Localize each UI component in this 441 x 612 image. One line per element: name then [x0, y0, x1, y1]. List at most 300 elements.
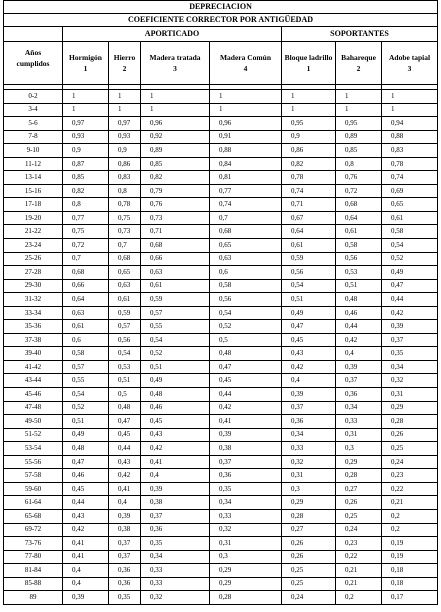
coefficient-cell: 0,41 — [109, 482, 141, 496]
coefficient-cell: 0,7 — [210, 211, 282, 225]
coefficient-cell: 0,56 — [282, 266, 336, 280]
coefficient-cell: 0,68 — [336, 198, 382, 212]
coefficient-cell: 0,48 — [210, 347, 282, 361]
age-range-cell: 57-58 — [4, 469, 63, 483]
coefficient-cell: 0,54 — [141, 333, 210, 347]
coefficient-cell: 0,38 — [210, 442, 282, 456]
coefficient-cell: 0,43 — [63, 509, 109, 523]
column-header-adobe-tapial — [382, 42, 438, 85]
coefficient-cell: 0,37 — [109, 537, 141, 551]
coefficient-cell: 0,59 — [109, 306, 141, 320]
coefficient-cell: 0,26 — [282, 537, 336, 551]
coefficient-cell: 0,58 — [382, 225, 438, 239]
column-header-number: 1 — [306, 64, 311, 73]
depreciation-sheet — [3, 0, 438, 605]
coefficient-cell: 0,77 — [63, 211, 109, 225]
coefficient-cell: 0,78 — [282, 171, 336, 185]
coefficient-cell: 0,51 — [336, 279, 382, 293]
coefficient-cell: 0,85 — [63, 171, 109, 185]
table-row — [4, 225, 438, 239]
coefficient-cell: 0,64 — [63, 293, 109, 307]
coefficient-cell: 0,33 — [210, 509, 282, 523]
table-row — [4, 496, 438, 510]
coefficient-cell: 0,97 — [63, 117, 109, 131]
coefficient-cell: 0,36 — [141, 523, 210, 537]
coefficient-cell: 0,38 — [141, 496, 210, 510]
coefficient-cell: 0,73 — [109, 225, 141, 239]
table-row — [4, 117, 438, 131]
coefficient-cell: 0,27 — [282, 523, 336, 537]
coefficient-cell: 0,3 — [336, 442, 382, 456]
coefficient-cell: 0,32 — [210, 523, 282, 537]
coefficient-cell: 0,42 — [336, 333, 382, 347]
coefficient-cell: 0,6 — [63, 333, 109, 347]
age-range-cell: 47-48 — [4, 401, 63, 415]
table-row — [4, 442, 438, 456]
coefficient-cell: 0,39 — [210, 428, 282, 442]
coefficient-cell: 0,63 — [141, 266, 210, 280]
coefficient-cell: 0,23 — [336, 537, 382, 551]
coefficient-cell: 0,68 — [141, 239, 210, 253]
coefficient-cell: 0,51 — [282, 293, 336, 307]
column-header-madera-tratada — [141, 42, 210, 85]
coefficient-cell: 1 — [210, 103, 282, 117]
coefficient-cell: 0,33 — [336, 415, 382, 429]
age-range-cell: 55-56 — [4, 455, 63, 469]
coefficient-cell: 0,34 — [336, 401, 382, 415]
coefficient-cell: 0,85 — [336, 144, 382, 158]
coefficient-cell: 0,83 — [109, 171, 141, 185]
table-row — [4, 455, 438, 469]
coefficient-cell: 0,52 — [63, 401, 109, 415]
coefficient-cell: 0,37 — [382, 333, 438, 347]
coefficient-cell: 1 — [109, 103, 141, 117]
coefficient-cell: 0,51 — [63, 415, 109, 429]
coefficient-cell: 0,24 — [282, 591, 336, 605]
age-range-cell: 43-44 — [4, 374, 63, 388]
column-header-number: 3 — [173, 64, 177, 73]
column-header-label: Madera Común — [219, 53, 272, 62]
coefficient-cell: 0,47 — [63, 455, 109, 469]
coefficient-cell: 0,37 — [336, 374, 382, 388]
coefficient-cell: 0,67 — [282, 211, 336, 225]
coefficient-cell: 1 — [141, 103, 210, 117]
coefficient-cell: 0,4 — [63, 577, 109, 591]
age-range-cell: 17-18 — [4, 198, 63, 212]
coefficient-cell: 0,32 — [382, 374, 438, 388]
coefficient-cell: 0,68 — [210, 225, 282, 239]
column-header-anos-line2: cumplidos — [16, 58, 50, 68]
coefficient-cell: 0,58 — [63, 347, 109, 361]
coefficient-cell: 0,56 — [210, 293, 282, 307]
age-range-cell: 49-50 — [4, 415, 63, 429]
coefficient-cell: 0,44 — [63, 496, 109, 510]
age-range-cell: 41-42 — [4, 360, 63, 374]
coefficient-cell: 0,39 — [282, 388, 336, 402]
table-row — [4, 239, 438, 253]
column-header-label: Hierro — [113, 53, 136, 62]
coefficient-cell: 0,29 — [210, 577, 282, 591]
table-row — [4, 130, 438, 144]
coefficient-cell: 0,49 — [141, 374, 210, 388]
coefficient-cell: 0,39 — [336, 360, 382, 374]
group-header-empty — [4, 27, 63, 42]
coefficient-cell: 0,21 — [382, 496, 438, 510]
coefficient-cell: 0,25 — [282, 564, 336, 578]
coefficient-cell: 0,42 — [282, 360, 336, 374]
coefficient-cell: 0,42 — [382, 306, 438, 320]
coefficient-cell: 0,24 — [382, 455, 438, 469]
coefficient-cell: 0,3 — [282, 482, 336, 496]
coefficient-cell: 0,9 — [109, 144, 141, 158]
coefficient-cell: 0,25 — [382, 442, 438, 456]
table-row — [4, 347, 438, 361]
age-range-cell: 5-6 — [4, 117, 63, 131]
table-row — [4, 577, 438, 591]
table-row — [4, 333, 438, 347]
coefficient-cell: 0,57 — [63, 360, 109, 374]
coefficient-cell: 0,42 — [109, 469, 141, 483]
coefficient-cell: 0,33 — [141, 564, 210, 578]
coefficient-cell: 0,87 — [63, 157, 109, 171]
coefficient-cell: 0,34 — [210, 496, 282, 510]
coefficient-cell: 0,39 — [109, 509, 141, 523]
age-range-cell: 23-24 — [4, 239, 63, 253]
coefficient-cell: 0,4 — [63, 564, 109, 578]
coefficient-cell: 0,86 — [109, 157, 141, 171]
coefficient-cell: 1 — [282, 103, 336, 117]
coefficient-cell: 0,29 — [382, 401, 438, 415]
coefficient-cell: 1 — [109, 90, 141, 104]
coefficient-cell: 0,28 — [336, 469, 382, 483]
coefficient-cell: 0,17 — [382, 591, 438, 605]
coefficient-cell: 1 — [141, 90, 210, 104]
age-range-cell: 33-34 — [4, 306, 63, 320]
coefficient-cell: 1 — [63, 103, 109, 117]
column-header-madera-comun — [210, 42, 282, 85]
coefficient-cell: 0,82 — [282, 157, 336, 171]
coefficient-cell: 0,88 — [210, 144, 282, 158]
age-range-cell: 7-8 — [4, 130, 63, 144]
coefficient-cell: 0,48 — [141, 388, 210, 402]
coefficient-cell: 0,53 — [336, 266, 382, 280]
coefficient-cell: 0,47 — [282, 320, 336, 334]
coefficient-cell: 0,32 — [141, 591, 210, 605]
column-header-number: 2 — [356, 64, 361, 73]
coefficient-cell: 0,9 — [63, 144, 109, 158]
coefficient-cell: 0,55 — [63, 374, 109, 388]
coefficient-cell: 0,76 — [336, 171, 382, 185]
age-range-cell: 81-84 — [4, 564, 63, 578]
age-range-cell: 45-46 — [4, 388, 63, 402]
coefficient-cell: 0,49 — [382, 266, 438, 280]
coefficient-cell: 0,24 — [336, 523, 382, 537]
coefficient-cell: 0,34 — [382, 360, 438, 374]
coefficient-cell: 0,63 — [210, 252, 282, 266]
table-row — [4, 550, 438, 564]
coefficient-cell: 0,19 — [382, 537, 438, 551]
age-range-cell: 0-2 — [4, 90, 63, 104]
column-header-number: 4 — [243, 64, 248, 73]
coefficient-cell: 0,45 — [141, 415, 210, 429]
coefficient-cell: 0,26 — [336, 496, 382, 510]
table-row — [4, 279, 438, 293]
coefficient-cell: 0,25 — [336, 509, 382, 523]
coefficient-cell: 0,41 — [141, 455, 210, 469]
age-range-cell: 77-80 — [4, 550, 63, 564]
coefficient-cell: 0,54 — [109, 347, 141, 361]
age-range-cell: 59-60 — [4, 482, 63, 496]
age-range-cell: 73-76 — [4, 537, 63, 551]
table-row — [4, 523, 438, 537]
column-header-number: 2 — [122, 64, 127, 73]
coefficient-cell: 0,28 — [382, 415, 438, 429]
coefficient-cell: 0,37 — [109, 550, 141, 564]
age-range-cell: 37-38 — [4, 333, 63, 347]
coefficient-cell: 0,39 — [141, 482, 210, 496]
coefficient-cell: 0,36 — [336, 388, 382, 402]
column-header-label: Bahareque — [341, 53, 376, 62]
coefficient-cell: 0,37 — [141, 509, 210, 523]
table-row — [4, 591, 438, 605]
coefficient-cell: 0,29 — [210, 564, 282, 578]
table-row — [4, 509, 438, 523]
coefficient-cell: 0,75 — [63, 225, 109, 239]
coefficient-cell: 0,61 — [141, 279, 210, 293]
table-row — [4, 198, 438, 212]
coefficient-cell: 1 — [382, 90, 438, 104]
coefficient-cell: 0,2 — [382, 509, 438, 523]
coefficient-cell: 0,89 — [141, 144, 210, 158]
table-row — [4, 388, 438, 402]
coefficient-cell: 0,46 — [336, 306, 382, 320]
coefficient-cell: 1 — [382, 103, 438, 117]
table-row — [4, 184, 438, 198]
coefficient-cell: 0,55 — [141, 320, 210, 334]
coefficient-cell: 0,34 — [282, 428, 336, 442]
coefficient-cell: 0,68 — [109, 252, 141, 266]
coefficient-cell: 0,81 — [210, 171, 282, 185]
coefficient-cell: 0,97 — [109, 117, 141, 131]
coefficient-cell: 0,42 — [141, 442, 210, 456]
coefficient-cell: 0,28 — [210, 591, 282, 605]
coefficient-cell: 0,71 — [141, 225, 210, 239]
coefficient-cell: 0,51 — [141, 360, 210, 374]
coefficient-cell: 0,42 — [63, 523, 109, 537]
coefficient-cell: 0,4 — [282, 374, 336, 388]
column-header-bahareque — [336, 42, 382, 85]
coefficient-cell: 0,96 — [210, 117, 282, 131]
table-row — [4, 360, 438, 374]
column-header-hormigon — [63, 42, 109, 85]
coefficient-cell: 0,72 — [336, 184, 382, 198]
coefficient-cell: 0,49 — [63, 428, 109, 442]
age-range-cell: 35-36 — [4, 320, 63, 334]
coefficient-cell: 0,38 — [109, 523, 141, 537]
coefficient-cell: 1 — [282, 90, 336, 104]
table-row — [4, 157, 438, 171]
coefficient-cell: 0,86 — [282, 144, 336, 158]
coefficient-cell: 0,36 — [282, 415, 336, 429]
coefficient-cell: 0,54 — [282, 279, 336, 293]
table-subtitle: COEFICIENTE CORRECTOR POR ANTIGÜEDAD — [4, 14, 438, 27]
table-row — [4, 211, 438, 225]
coefficient-cell: 0,2 — [336, 591, 382, 605]
coefficient-cell: 0,44 — [109, 442, 141, 456]
age-range-cell: 21-22 — [4, 225, 63, 239]
coefficient-cell: 0,82 — [63, 184, 109, 198]
coefficient-cell: 0,85 — [141, 157, 210, 171]
coefficient-cell: 0,51 — [109, 374, 141, 388]
coefficient-cell: 0,52 — [382, 252, 438, 266]
coefficient-cell: 0,73 — [141, 211, 210, 225]
coefficient-cell: 0,22 — [382, 482, 438, 496]
coefficient-cell: 0,35 — [382, 347, 438, 361]
coefficient-cell: 0,23 — [382, 469, 438, 483]
coefficient-cell: 0,71 — [282, 198, 336, 212]
coefficient-cell: 0,48 — [336, 293, 382, 307]
coefficient-cell: 0,75 — [109, 211, 141, 225]
coefficient-cell: 0,69 — [382, 184, 438, 198]
coefficient-cell: 0,45 — [282, 333, 336, 347]
coefficient-cell: 0,45 — [63, 482, 109, 496]
coefficient-cell: 0,36 — [210, 469, 282, 483]
group-header-aporticado: APORTICADO — [63, 27, 282, 42]
coefficient-cell: 0,76 — [141, 198, 210, 212]
coefficient-cell: 0,39 — [63, 591, 109, 605]
coefficient-cell: 0,8 — [336, 157, 382, 171]
column-header-label: Madera tratada — [149, 53, 201, 62]
coefficient-cell: 0,47 — [382, 279, 438, 293]
coefficient-cell: 0,35 — [210, 482, 282, 496]
coefficient-cell: 0,91 — [210, 130, 282, 144]
coefficient-cell: 0,45 — [109, 428, 141, 442]
column-header-number: 1 — [83, 64, 88, 73]
coefficient-cell: 0,54 — [382, 239, 438, 253]
coefficient-cell: 0,7 — [63, 252, 109, 266]
table-title: DEPRECIACION — [4, 1, 438, 14]
coefficient-cell: 0,4 — [336, 347, 382, 361]
coefficient-cell: 0,47 — [210, 360, 282, 374]
coefficient-cell: 0,25 — [282, 577, 336, 591]
table-row — [4, 266, 438, 280]
table-row — [4, 537, 438, 551]
coefficient-cell: 0,18 — [382, 564, 438, 578]
coefficient-cell: 0,48 — [109, 401, 141, 415]
coefficient-cell: 0,64 — [336, 211, 382, 225]
coefficient-cell: 0,5 — [210, 333, 282, 347]
depreciation-table — [3, 0, 438, 605]
coefficient-cell: 0,21 — [336, 577, 382, 591]
column-header-label: Hormigón — [69, 53, 102, 62]
coefficient-cell: 0,49 — [282, 306, 336, 320]
coefficient-cell: 0,58 — [336, 239, 382, 253]
coefficient-cell: 0,63 — [109, 279, 141, 293]
coefficient-cell: 0,48 — [63, 442, 109, 456]
coefficient-cell: 0,89 — [336, 130, 382, 144]
coefficient-cell: 0,68 — [63, 266, 109, 280]
age-range-cell: 39-40 — [4, 347, 63, 361]
age-range-cell: 3-4 — [4, 103, 63, 117]
table-row — [4, 564, 438, 578]
age-range-cell: 19-20 — [4, 211, 63, 225]
coefficient-cell: 0,33 — [282, 442, 336, 456]
coefficient-cell: 0,37 — [210, 455, 282, 469]
coefficient-cell: 0,35 — [109, 591, 141, 605]
coefficient-cell: 0,92 — [141, 130, 210, 144]
coefficient-cell: 0,57 — [109, 320, 141, 334]
coefficient-cell: 0,47 — [109, 415, 141, 429]
age-range-cell: 51-52 — [4, 428, 63, 442]
coefficient-cell: 0,94 — [382, 117, 438, 131]
coefficient-cell: 0,93 — [109, 130, 141, 144]
coefficient-cell: 0,21 — [336, 564, 382, 578]
coefficient-cell: 0,44 — [336, 320, 382, 334]
table-row — [4, 252, 438, 266]
coefficient-cell: 0,37 — [282, 401, 336, 415]
table-row — [4, 428, 438, 442]
coefficient-cell: 0,59 — [141, 293, 210, 307]
table-row — [4, 415, 438, 429]
age-range-cell: 65-68 — [4, 509, 63, 523]
coefficient-cell: 0,2 — [382, 523, 438, 537]
age-range-cell: 25-26 — [4, 252, 63, 266]
coefficient-cell: 0,56 — [109, 333, 141, 347]
coefficient-cell: 0,43 — [282, 347, 336, 361]
table-row — [4, 320, 438, 334]
table-row — [4, 293, 438, 307]
coefficient-cell: 0,61 — [382, 211, 438, 225]
coefficient-cell: 0,61 — [63, 320, 109, 334]
coefficient-cell: 0,43 — [141, 428, 210, 442]
coefficient-cell: 1 — [210, 90, 282, 104]
coefficient-cell: 0,31 — [336, 428, 382, 442]
coefficient-cell: 0,46 — [141, 401, 210, 415]
coefficient-cell: 0,35 — [141, 537, 210, 551]
coefficient-cell: 0,82 — [141, 171, 210, 185]
coefficient-cell: 0,65 — [382, 198, 438, 212]
coefficient-cell: 0,31 — [282, 469, 336, 483]
coefficient-cell: 0,96 — [141, 117, 210, 131]
age-range-cell: 53-54 — [4, 442, 63, 456]
coefficient-cell: 0,31 — [210, 537, 282, 551]
coefficient-cell: 0,59 — [282, 252, 336, 266]
coefficient-cell: 1 — [63, 90, 109, 104]
coefficient-cell: 0,84 — [210, 157, 282, 171]
coefficient-cell: 0,64 — [282, 225, 336, 239]
coefficient-cell: 0,5 — [109, 388, 141, 402]
coefficient-cell: 0,42 — [210, 401, 282, 415]
table-row — [4, 171, 438, 185]
coefficient-cell: 0,4 — [141, 469, 210, 483]
coefficient-cell: 0,66 — [141, 252, 210, 266]
coefficient-cell: 0,41 — [63, 537, 109, 551]
age-range-cell: 85-88 — [4, 577, 63, 591]
table-row — [4, 482, 438, 496]
coefficient-cell: 0,39 — [382, 320, 438, 334]
coefficient-cell: 0,27 — [336, 482, 382, 496]
coefficient-cell: 0,57 — [141, 306, 210, 320]
coefficient-cell: 0,63 — [63, 306, 109, 320]
coefficient-cell: 0,54 — [210, 306, 282, 320]
coefficient-cell: 0,9 — [282, 130, 336, 144]
column-header-label: Bloque ladrillo — [284, 53, 333, 62]
age-range-cell: 11-12 — [4, 157, 63, 171]
group-header-soportantes: SOPORTANTES — [282, 27, 438, 42]
age-range-cell: 29-30 — [4, 279, 63, 293]
coefficient-cell: 0,7 — [109, 239, 141, 253]
coefficient-cell: 0,77 — [210, 184, 282, 198]
